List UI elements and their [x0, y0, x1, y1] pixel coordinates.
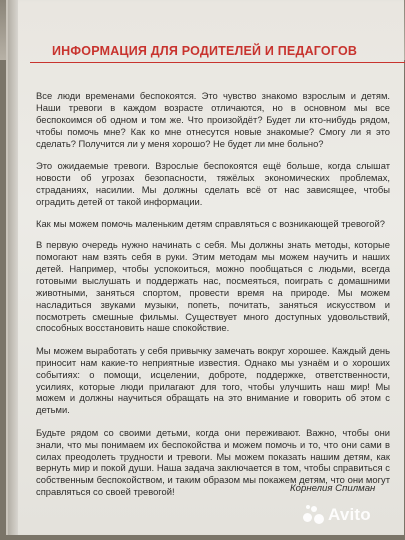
title-underline — [30, 62, 405, 63]
document-title: ИНФОРМАЦИЯ ДЛЯ РОДИТЕЛЕЙ И ПЕДАГОГОВ — [52, 44, 358, 58]
document-body — [36, 90, 390, 509]
avito-watermark — [302, 504, 371, 526]
avito-watermark-text: Avito — [328, 505, 371, 524]
paragraph-question: Как мы можем помочь маленьким детям справляться с возникающей тревогой? — [36, 218, 385, 230]
paragraph-2: Это ожидаемые тревоги. Взрослые беспокоятся ещё больше, когда слышат новости об угрозах безопасности, тяжёлых экономических проблемах, страданиях, насилии. Мы должны сделать всё от нас зависящее, чтобы оградить детей от такой информации. — [36, 160, 390, 207]
page-spine — [8, 0, 18, 535]
author-signature: Корнелия Спилман — [290, 483, 376, 494]
paragraph-6: Будьте рядом со своими детьми, когда они переживают. Важно, чтобы они знали, что мы понимаем их беспокойства и можем помочь и то, что они сами в силах преодолеть трудности и тревоги. Мы можем показать нашим детям, как вернуть мир и покой души. Наша задача заключается в том, чтобы справиться с собственным беспокойством, и таким образом мы покажем детям, что они могут справляться со своей тревогой! — [36, 426, 390, 498]
paragraph-1: Все люди временами беспокоятся. Это чувство знакомо взрослым и детям. Наши тревоги в каждом возрасте отличаются, но в основном мы все беспокоимся об одном и том же. Что произойдёт? Будет ли кто-нибудь рядом, чтобы помочь мне? Как ко мне отнесутся новые знакомые? Смогу ли я это сделать? Получится ли у меня хорошо? Не будет ли мне больно? — [36, 90, 390, 149]
paragraph-4: В первую очередь нужно начинать с себя. Мы должны знать методы, которые помогают нам взять себя в руки. Этим методам мы можем научить и наших детей. Например, чтобы успокоиться, можно пообщаться с людьми, всегда готовыми выслушать и поддержать нас, посмеяться, поиграть с домашними животными, заняться спортом, провести время на природе. Мы можем насладиться звуками музыки, попеть, почитать, заняться искусством и посмотреть смешные фильмы. Существует много доступных удовольствий, способных восстановить наше спокойствие. — [36, 239, 390, 334]
paragraph-5: Мы можем выработать у себя привычку замечать вокруг хорошее. Каждый день приносит нам какие-то неприятные известия. Однако мы узнаём и о хороших событиях: о помощи, исцелении, доброте, поддержке, ответственности, усилиях, которые люди прилагают для того, чтобы улучшить наш мир! Мы можем и должны научиться обращать на это внимание и говорить об этом с детьми. — [36, 344, 390, 416]
avito-dots-logo-icon — [302, 504, 324, 526]
